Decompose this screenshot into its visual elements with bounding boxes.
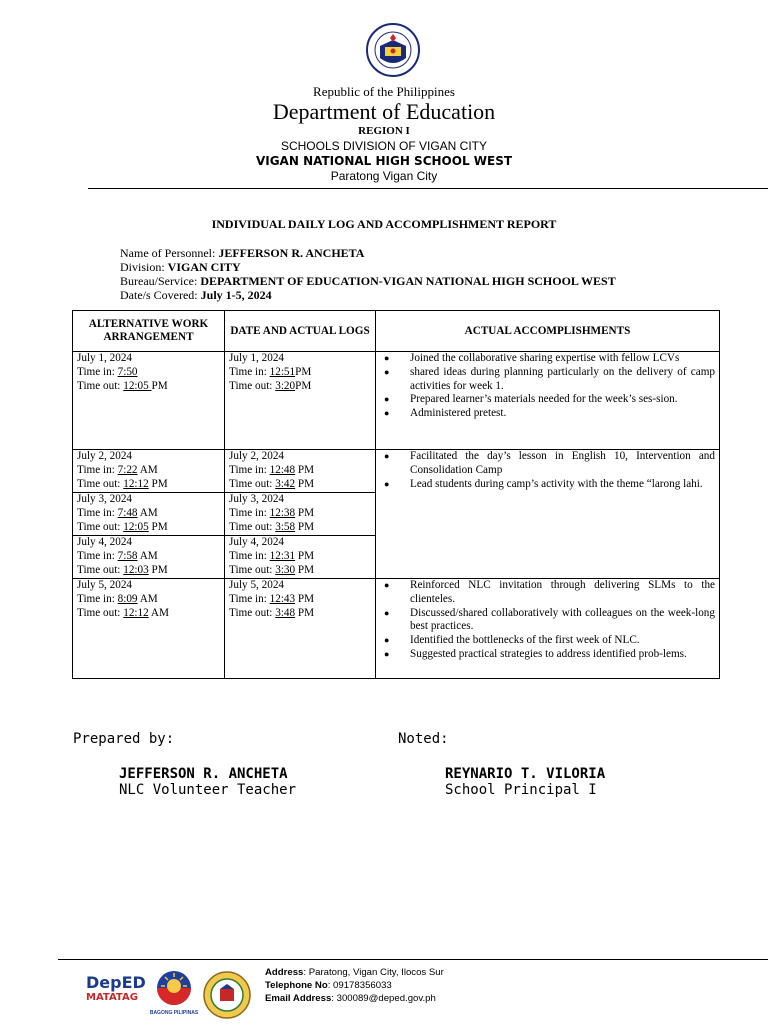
list-item: ● Discussed/shared collaboratively with colleagues on the week-long best practices. xyxy=(380,607,715,635)
daily-log-table xyxy=(72,310,720,679)
accomplishment-list xyxy=(380,352,715,421)
awa-time-out-suffix: PM xyxy=(151,379,168,392)
log-time-in: 12:51 xyxy=(269,365,296,378)
list-item: ● shared ideas during planning particularly on the delivery of camp activities for week 1. xyxy=(380,366,715,394)
time-out-label: Time out: xyxy=(229,606,276,619)
log-time-out: 3:20 xyxy=(275,379,296,392)
footer-email-value: : 300089@deped.gov.ph xyxy=(331,993,436,1004)
footer-email xyxy=(265,993,436,1004)
footer-phone-value: : 09178356033 xyxy=(327,980,392,991)
time-in-label: Time in: xyxy=(229,463,270,476)
log-time-in: 12:38 xyxy=(269,506,296,519)
actual-log-cell xyxy=(225,450,376,493)
time-out-label: Time out: xyxy=(229,563,276,576)
actual-log-cell xyxy=(225,352,376,450)
awa-time-in: 8:09 xyxy=(117,592,138,605)
republic-line: Republic of the Philippines xyxy=(313,84,455,99)
time-out-label: Time out: xyxy=(77,520,124,533)
bureau-value: DEPARTMENT OF EDUCATION-VIGAN NATIONAL HIGH SCHOOL WEST xyxy=(200,274,616,288)
time-in-label: Time in: xyxy=(229,592,270,605)
time-out-label: Time out: xyxy=(77,606,124,619)
work-arrangement-cell xyxy=(73,352,225,450)
log-time-out-suffix: PM xyxy=(295,379,312,392)
personnel-label: Name of Personnel: xyxy=(120,246,219,260)
footer-email-label: Email Address xyxy=(265,993,332,1004)
accomplishments-cell xyxy=(376,352,720,450)
list-item: ● Prepared learner’s materials needed for the week’s ses-sion. xyxy=(380,393,715,407)
awa-time-out: 12:12 xyxy=(123,606,149,619)
time-out-label: Time out: xyxy=(229,477,276,490)
actual-log-cell xyxy=(225,493,376,536)
department-name: Department of Education xyxy=(272,99,496,124)
log-time-out: 3:42 xyxy=(275,477,296,490)
awa-time-out-suffix: AM xyxy=(148,606,169,619)
division-info-line xyxy=(120,260,241,274)
list-item: ● Identified the bottlenecks of the first week of NLC. xyxy=(380,634,715,648)
log-time-out-suffix: PM xyxy=(295,563,315,576)
prepared-by-label: Prepared by: xyxy=(73,731,175,747)
noted-title: School Principal I xyxy=(445,782,597,798)
log-date: July 5, 2024 xyxy=(229,579,285,591)
list-item: ● Suggested practical strategies to address identified prob-lems. xyxy=(380,648,715,662)
log-time-out: 3:48 xyxy=(275,606,296,619)
log-date: July 2, 2024 xyxy=(229,450,285,462)
time-in-label: Time in: xyxy=(77,549,118,562)
matatag-logo-text: MATATAG xyxy=(86,992,138,1003)
list-item: ● Reinforced NLC invitation through delivering SLMs to the clienteles. xyxy=(380,579,715,607)
awa-time-in-suffix: AM xyxy=(137,463,158,476)
noted-label: Noted: xyxy=(398,731,449,747)
school-seal-logo xyxy=(202,970,252,1020)
table-row xyxy=(73,579,720,679)
deped-seal-logo xyxy=(366,20,420,80)
footer-address-label: Address xyxy=(265,967,304,978)
awa-time-in: 7:50 xyxy=(117,365,138,378)
bagong-pilipinas-logo xyxy=(148,968,200,1016)
awa-time-in-suffix: AM xyxy=(137,592,158,605)
actual-log-cell xyxy=(225,536,376,579)
log-time-in-suffix: PM xyxy=(295,506,315,519)
dates-line xyxy=(120,288,272,302)
header-work-arrangement: ALTERNATIVE WORK ARRANGEMENT xyxy=(73,311,225,352)
table-header-row xyxy=(73,311,720,352)
awa-date: July 1, 2024 xyxy=(77,352,133,364)
awa-date: July 3, 2024 xyxy=(77,493,133,505)
list-item: ● Administered pretest. xyxy=(380,407,715,421)
dates-label: Date/s Covered: xyxy=(120,288,201,302)
accomplishment-list xyxy=(380,450,715,491)
work-arrangement-cell xyxy=(73,450,225,493)
prepared-by-name: JEFFERSON R. ANCHETA xyxy=(119,766,288,782)
awa-time-out-suffix: PM xyxy=(148,563,168,576)
accomplishments-cell xyxy=(376,579,720,679)
time-in-label: Time in: xyxy=(77,463,118,476)
log-time-out: 3:30 xyxy=(275,563,296,576)
school-address: Paratong Vigan City xyxy=(330,169,438,183)
awa-time-in: 7:48 xyxy=(117,506,138,519)
awa-time-out-suffix: PM xyxy=(148,477,168,490)
awa-time-out-suffix: PM xyxy=(148,520,168,533)
time-out-label: Time out: xyxy=(77,379,124,392)
log-time-in: 12:31 xyxy=(269,549,296,562)
log-date: July 1, 2024 xyxy=(229,352,285,364)
awa-time-in: 7:58 xyxy=(117,549,138,562)
log-time-in-suffix: PM xyxy=(295,549,315,562)
footer-divider xyxy=(58,959,768,960)
list-item: ● Lead students during camp’s activity with the theme “larong lahi. xyxy=(380,478,715,492)
footer-address-value: : Paratong, Vigan City, Ilocos Sur xyxy=(303,967,444,978)
log-date: July 4, 2024 xyxy=(229,536,285,548)
log-time-in: 12:43 xyxy=(269,592,296,605)
awa-date: July 5, 2024 xyxy=(77,579,133,591)
bagong-logo-text: BAGONG PILIPINAS xyxy=(149,1010,199,1016)
header-divider xyxy=(88,188,768,189)
list-item: ● Joined the collaborative sharing expertise with fellow LCVs xyxy=(380,352,715,366)
personnel-line xyxy=(120,246,364,260)
work-arrangement-cell xyxy=(73,493,225,536)
awa-time-in-suffix: AM xyxy=(137,549,158,562)
time-out-label: Time out: xyxy=(77,477,124,490)
awa-date: July 4, 2024 xyxy=(77,536,133,548)
division-label: Division: xyxy=(120,260,168,274)
noted-name: REYNARIO T. VILORIA xyxy=(445,766,606,782)
log-time-out-suffix: PM xyxy=(295,606,315,619)
division-value: VIGAN CITY xyxy=(167,260,241,274)
footer-phone xyxy=(265,980,392,991)
table-row xyxy=(73,352,720,450)
work-arrangement-cell xyxy=(73,579,225,679)
log-time-out-suffix: PM xyxy=(295,520,315,533)
log-time-in-suffix: PM xyxy=(295,365,312,378)
division-line: SCHOOLS DIVISION OF VIGAN CITY xyxy=(280,139,488,153)
region-line: REGION I xyxy=(358,125,410,137)
report-title: INDIVIDUAL DAILY LOG AND ACCOMPLISHMENT REPORT xyxy=(211,217,557,231)
list-item: ● Facilitated the day’s lesson in English 10, Intervention and Consolidation Camp xyxy=(380,450,715,478)
log-time-out: 3:58 xyxy=(275,520,296,533)
log-time-in-suffix: PM xyxy=(295,463,315,476)
footer-phone-label: Telephone No xyxy=(265,980,328,991)
actual-log-cell xyxy=(225,579,376,679)
time-in-label: Time in: xyxy=(77,506,118,519)
personnel-value: JEFFERSON R. ANCHETA xyxy=(218,246,365,260)
time-in-label: Time in: xyxy=(229,506,270,519)
accomplishments-cell xyxy=(376,450,720,579)
bureau-line xyxy=(120,274,616,288)
time-out-label: Time out: xyxy=(229,520,276,533)
deped-matatag-logo xyxy=(86,974,146,1018)
awa-time-in-suffix: AM xyxy=(137,506,158,519)
awa-time-out: 12:05 xyxy=(123,379,152,392)
log-time-in: 12:48 xyxy=(269,463,296,476)
time-out-label: Time out: xyxy=(229,379,276,392)
header-accomplishments: ACTUAL ACCOMPLISHMENTS xyxy=(376,311,720,352)
log-time-out-suffix: PM xyxy=(295,477,315,490)
header-date-logs: DATE AND ACTUAL LOGS xyxy=(225,311,376,352)
bureau-label: Bureau/Service: xyxy=(120,274,201,288)
table-row xyxy=(73,450,720,493)
log-date: July 3, 2024 xyxy=(229,493,285,505)
work-arrangement-cell xyxy=(73,536,225,579)
awa-time-in: 7:22 xyxy=(117,463,138,476)
dates-value: July 1-5, 2024 xyxy=(200,288,272,302)
time-out-label: Time out: xyxy=(77,563,124,576)
awa-time-out: 12:12 xyxy=(123,477,149,490)
time-in-label: Time in: xyxy=(229,549,270,562)
time-in-label: Time in: xyxy=(229,365,270,378)
time-in-label: Time in: xyxy=(77,365,118,378)
log-time-in-suffix: PM xyxy=(295,592,315,605)
awa-time-out: 12:05 xyxy=(123,520,149,533)
accomplishment-list xyxy=(380,579,715,662)
deped-logo-text: DepED xyxy=(86,973,146,992)
awa-time-out: 12:03 xyxy=(123,563,149,576)
awa-date: July 2, 2024 xyxy=(77,450,133,462)
school-name: VIGAN NATIONAL HIGH SCHOOL WEST xyxy=(255,154,513,168)
prepared-by-title: NLC Volunteer Teacher xyxy=(119,782,297,798)
time-in-label: Time in: xyxy=(77,592,118,605)
footer-address xyxy=(265,967,444,978)
